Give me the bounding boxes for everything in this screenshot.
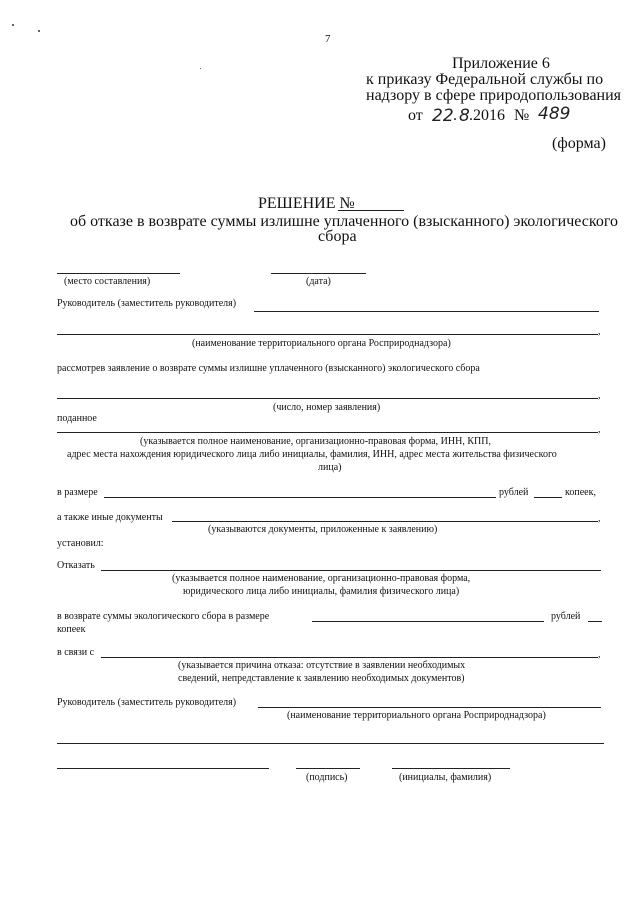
decision-subtitle: об отказе в возврате суммы излишне уплаченного (взысканного) экологического <box>70 213 618 230</box>
date-year: .2016 <box>469 107 505 124</box>
reason-line <box>101 657 598 658</box>
scan-mark <box>200 68 201 69</box>
refund-text: в возврате суммы экологического сбора в размере <box>57 611 270 622</box>
refund-amount-line <box>312 621 544 622</box>
number-label: № <box>514 107 530 124</box>
signature-caption: (подпись) <box>306 772 348 783</box>
other-docs-label: а также иные документы <box>57 512 163 523</box>
appendix-agency-line: надзору в сфере природопользования <box>366 87 622 104</box>
submitter-line <box>57 432 598 433</box>
decision-heading: РЕШЕНИЕ № <box>258 195 355 212</box>
refund-kopecks-label: копеек <box>57 624 86 635</box>
established-label: установил: <box>57 538 104 549</box>
application-caption: (число, номер заявления) <box>273 402 381 413</box>
extra-line <box>57 743 604 744</box>
scan-mark <box>38 30 40 32</box>
reason-label: в связи с <box>57 647 95 658</box>
application-line <box>57 398 598 399</box>
form-note: (форма) <box>552 135 606 152</box>
submitter-caption-3: лица) <box>318 462 342 473</box>
other-docs-line <box>172 521 598 522</box>
reason-caption-1: (указывается причина отказа: отсутствие в заявлении необходимых <box>178 660 466 671</box>
comma-4: , <box>598 513 601 524</box>
decision-subtitle-end: сбора <box>318 228 357 245</box>
refund-rubles-label: рублей <box>551 611 581 622</box>
comma-1: , <box>598 326 601 337</box>
submitted-label: поданное <box>57 413 97 424</box>
head-label: Руководитель (заместитель руководителя) <box>57 298 237 309</box>
comma-3: , <box>598 424 601 435</box>
refuse-line <box>101 570 601 571</box>
refuse-caption-1: (указывается полное наименование, организационно-правовая форма, <box>172 573 471 584</box>
date-caption: (дата) <box>306 276 331 287</box>
considered-text: рассмотрев заявление о возврате суммы излишне уплаченного (взысканного) экологического сбора <box>57 363 480 374</box>
handwritten-month: 8 <box>459 106 470 126</box>
amount-label: в размере <box>57 487 98 498</box>
submitter-caption-2: адрес места нахождения юридического лица либо инициалы, фамилия, ИНН, адрес места жительства физического <box>67 449 557 460</box>
comma-2: , <box>598 390 601 401</box>
territorial-line <box>57 334 598 335</box>
appendix-date-prefix: от <box>408 107 423 124</box>
decision-number-line <box>338 210 404 211</box>
page-number: 7 <box>325 33 331 45</box>
comma-5: , <box>598 649 601 660</box>
initials-caption: (инициалы, фамилия) <box>399 772 492 783</box>
handwritten-day: 22 <box>432 106 454 126</box>
appendix-title: Приложение 6 <box>452 55 550 72</box>
territorial-caption: (наименование территориального органа Росприроднадзора) <box>192 338 451 349</box>
appendix-order-line: к приказу Федеральной службы по <box>366 71 604 88</box>
scan-mark <box>12 24 14 26</box>
date-line <box>271 273 366 274</box>
rubles-label: рублей <box>499 487 529 498</box>
place-line <box>57 273 180 274</box>
territorial-caption-2: (наименование территориального органа Росприроднадзора) <box>287 710 546 721</box>
head-line <box>254 311 599 312</box>
handwritten-number: 489 <box>538 104 571 124</box>
position-line <box>57 768 269 769</box>
refund-kopecks-line <box>588 621 602 622</box>
other-docs-caption: (указываются документы, приложенные к заявлению) <box>208 524 438 535</box>
head-line-2 <box>258 707 601 708</box>
initials-line <box>392 768 510 769</box>
kopecks-label: копеек, <box>565 487 596 498</box>
refuse-label: Отказать <box>57 560 95 571</box>
place-caption: (место составления) <box>64 276 151 287</box>
signature-line <box>296 768 360 769</box>
refuse-caption-2: юридического лица либо инициалы, фамилия физического лица) <box>183 586 460 597</box>
amount-line <box>104 497 496 498</box>
date-separator: . <box>453 107 457 124</box>
reason-caption-2: сведений, непредставление к заявлению необходимых документов) <box>178 673 465 684</box>
submitter-caption-1: (указывается полное наименование, организационно-правовая форма, ИНН, КПП, <box>140 436 491 447</box>
kopecks-line <box>534 497 562 498</box>
head-label-2: Руководитель (заместитель руководителя) <box>57 697 237 708</box>
